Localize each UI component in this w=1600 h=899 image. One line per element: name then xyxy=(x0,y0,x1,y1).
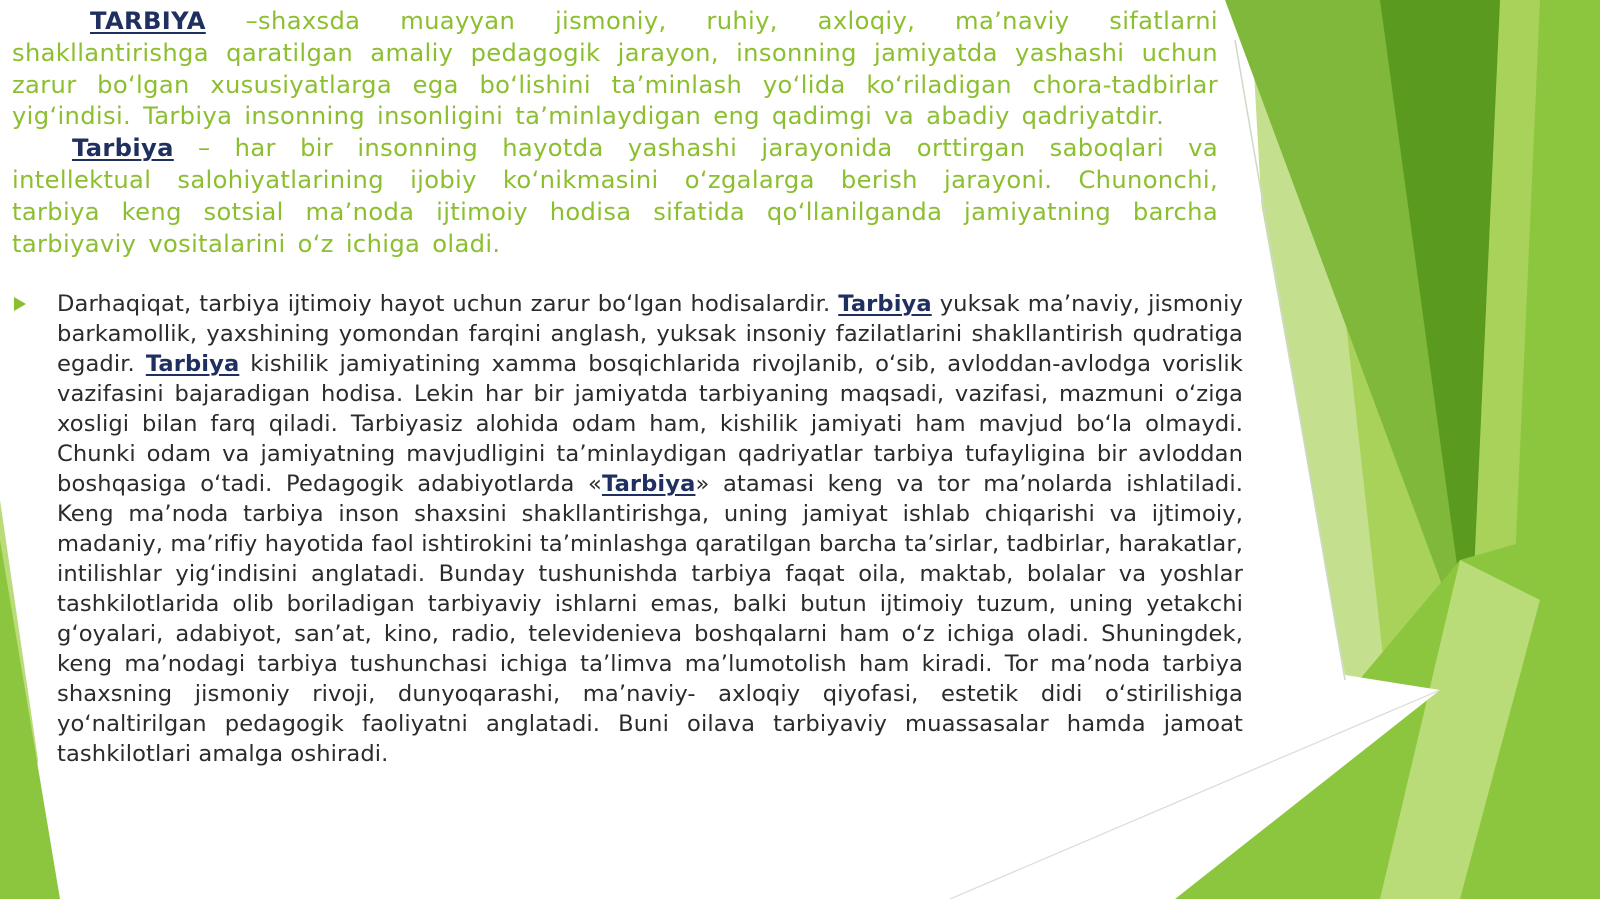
term-tarbiya-heading: TARBIYA xyxy=(90,7,206,35)
bullet-text-4: » atamasi keng va tor ma’nolarda ishlatiladi. Keng ma’noda tarbiya inson shaxsini shakllantirishga, uning jamiyat ishlab chiqarishi va ijtimoiy, madaniy, ma’rifiy hayotida faol ishtirokini ta’minlashga qaratilgan barcha ta’sirlar, tadbirlar, harakatlar, intilishlar yig‘indisini anglatadi. Bunday tushunishda tarbiya faqat oila, maktab, bolalar va yoshlar tashkilotlarida olib boriladigan tarbiyaviy ishlarni emas, balki butun ijtimoiy tuzum, uning yetakchi g‘oyalari, adabiyot, san’at, kino, radio, televidenieva boshqalarni ham o‘z ichiga oladi. Shuningdek, keng ma’nodagi tarbiya tushunchasi ichiga ta’limva ma’lumotolish ham kiradi. Tor ma’noda tarbiya shaxsning jismoniy rivoji, dunyoqarashi, ma’naviy- axloqiy qiyofasi, estetik didi o‘stirilishiga yo‘naltirilgan pedagogik faoliyatni anglatadi. Buni oilava tarbiyaviy muassasalar hamda jamoat tashkilotlari amalga oshiradi. xyxy=(57,471,1243,767)
intro-section xyxy=(12,6,1218,260)
intro-paragraph-1 xyxy=(12,6,1218,133)
term-tarbiya-3: Tarbiya xyxy=(601,471,696,497)
term-tarbiya: Tarbiya xyxy=(72,134,174,163)
triangle-bullet-icon xyxy=(14,297,26,311)
intro-paragraph-2 xyxy=(12,133,1218,260)
intro-text-2: – har bir insonning hayotda yashashi jarayonida orttirgan saboqlari va intellektual salohiyatlarining ijobiy ko‘nikmasini o‘zgalarga berish jarayoni. Chunonchi, tarbiya keng sotsial ma’noda ijtimoiy hodisa sifatida qo‘llanilganda jamiyatning barcha tarbiyaviy vositalarini o‘z ichiga oladi. xyxy=(12,134,1218,258)
bullet-text-3: kishilik jamiyatining xamma bosqichlarida rivojlanib, o‘sib, avloddan-avlodga vorislik vazifasini bajaradigan hodisa. Lekin har bir jamiyatda tarbiyaning maqsadi, vazifasi, mazmuni o‘ziga xosligi bilan farq qiladi. Tarbiyasiz alohida odam ham, kishilik jamiyati ham mavjud bo‘la olmaydi. Chunki odam va jamiyatning mavjudligini ta’minlaydigan qadriyatlar tarbiya tufayligina bir avloddan boshqasiga o‘tadi. Pedagogik adabiyotlarda « xyxy=(57,351,1243,497)
bullet-text-2: yuksak ma’naviy, jismoniy barkamollik, yaxshining yomondan farqini anglash, yuksak insoniy fazilatlarini shakllantirish qudratiga egadir. xyxy=(57,291,1243,377)
bullet-paragraph xyxy=(57,289,1243,769)
term-tarbiya-1: Tarbiya xyxy=(838,291,932,317)
intro-text-1: –shaxsda muayyan jismoniy, ruhiy, axloqiy, ma’naviy sifatlarni shakllantirishga qaratilgan amaliy pedagogik jarayon, insonning jamiyatda yashashi uchun zarur bo‘lgan xususiyatlarga ega bo‘lishini ta’minlash yo‘lida ko‘riladigan chora-tadbirlar yig‘indisi. Tarbiya insonning insonligini ta’minlaydigan eng qadimgi va abadiy qadriyatdir. xyxy=(12,7,1218,131)
bullet-text-1: Darhaqiqat, tarbiya ijtimoiy hayot uchun zarur bo‘lgan hodisalardir. xyxy=(57,291,839,317)
term-tarbiya-2: Tarbiya xyxy=(145,351,240,377)
